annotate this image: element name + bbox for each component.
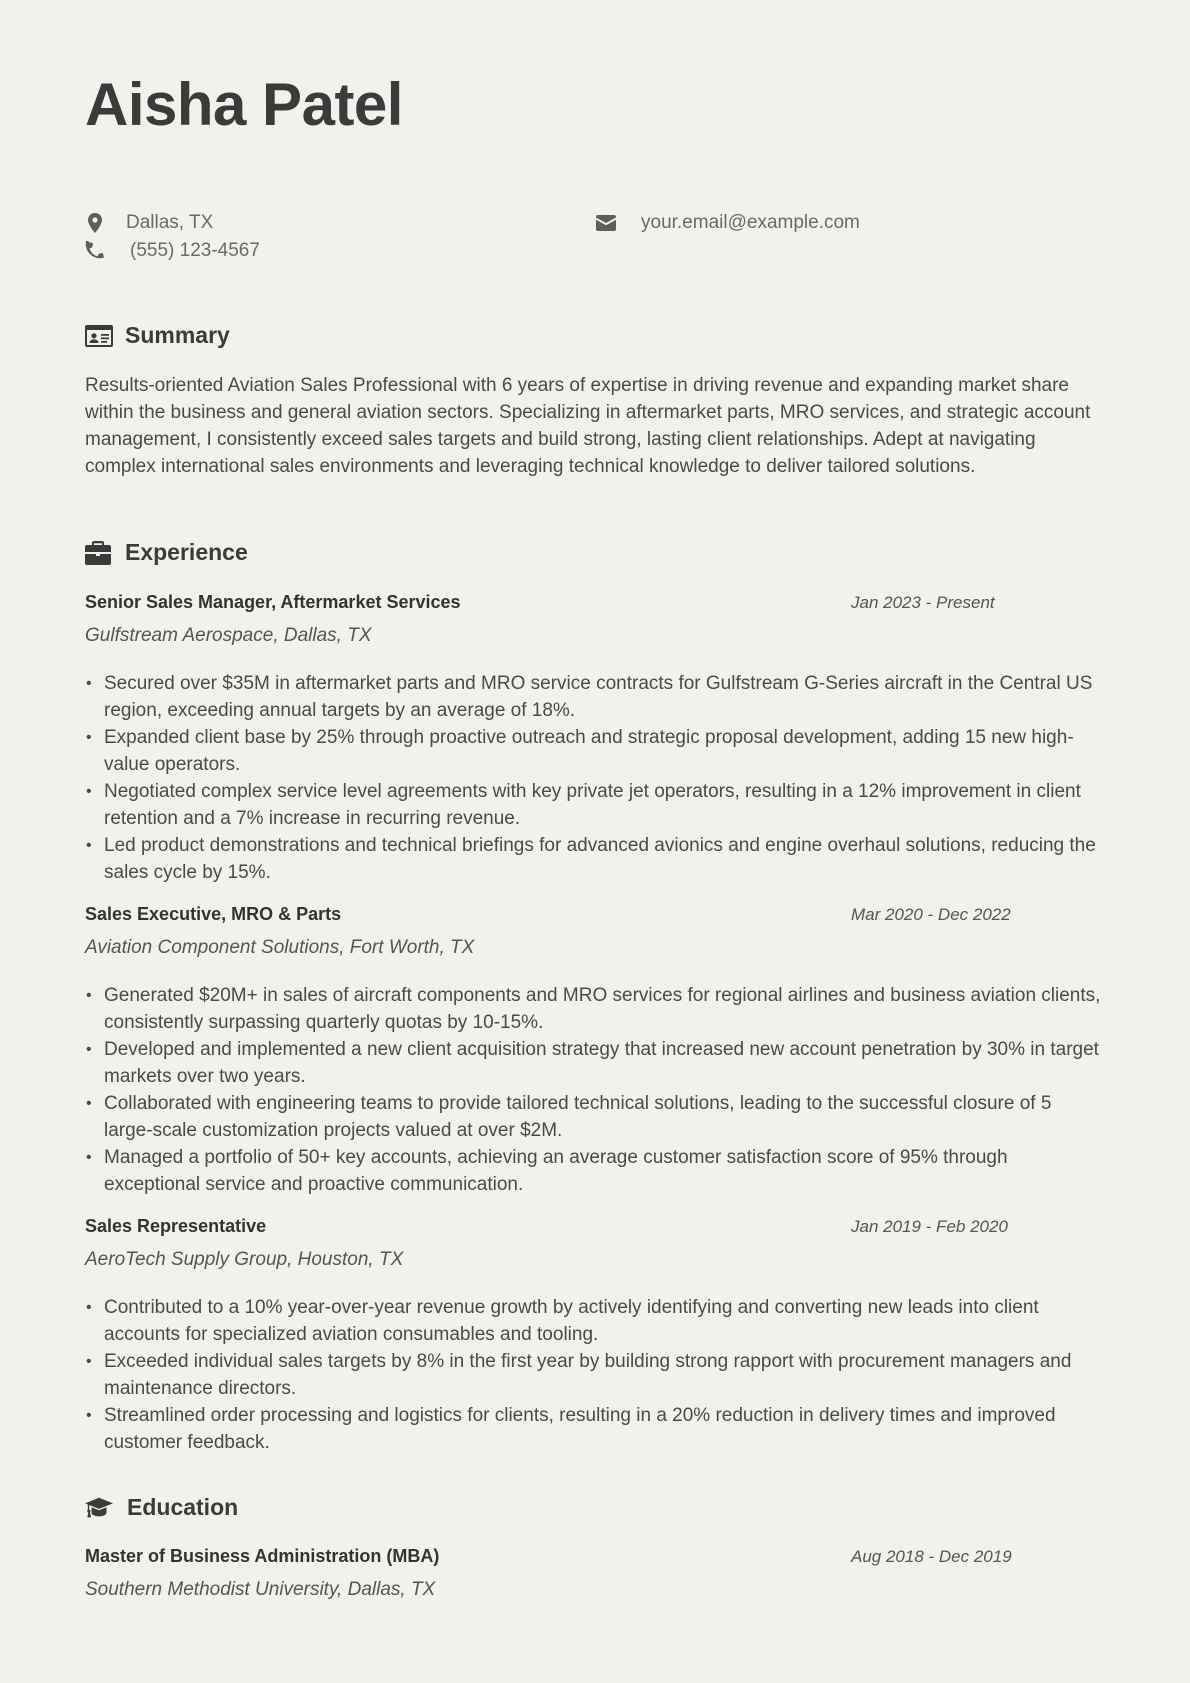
achievement-list [85, 982, 1105, 1198]
section-title: Education [127, 1494, 239, 1520]
list-item: • Negotiated complex service level agreements with key private jet operators, resulting in a 12% improvement in client retention and a 7% increase in recurring revenue. [85, 778, 1105, 832]
experience-heading [85, 539, 248, 566]
list-item: • Collaborated with engineering teams to provide tailored technical solutions, leading to the successful closure of 5 large-scale customization projects valued at over $2M. [85, 1090, 1105, 1144]
education-heading [85, 1494, 238, 1521]
list-item: • Led product demonstrations and technical briefings for advanced avionics and engine overhaul solutions, reducing the sales cycle by 15%. [85, 832, 1105, 886]
list-item: • Exceeded individual sales targets by 8% in the first year by building strong rapport with procurement managers and maintenance directors. [85, 1348, 1105, 1402]
section-title: Experience [125, 539, 248, 565]
phone-text: (555) 123-4567 [130, 240, 260, 261]
envelope-icon [595, 212, 617, 234]
contact-email [595, 212, 860, 234]
candidate-name: Aisha Patel [85, 71, 403, 138]
job-organization: Aviation Component Solutions, Fort Worth, TX [85, 937, 475, 958]
job-title: Sales Executive, MRO & Parts [85, 904, 342, 924]
contact-phone [85, 240, 260, 262]
summary-heading [85, 322, 230, 349]
list-item: • Contributed to a 10% year-over-year revenue growth by actively identifying and converting new leads into client accounts for specialized aviation consumables and tooling. [85, 1294, 1105, 1348]
contact-location [85, 212, 213, 234]
list-item: • Secured over $35M in aftermarket parts and MRO service contracts for Gulfstream G-Series aircraft in the Central US region, exceeding annual targets by an average of 18%. [85, 670, 1105, 724]
achievement-list [85, 1294, 1105, 1456]
summary-text: Results-oriented Aviation Sales Professional with 6 years of expertise in driving revenue and expanding market share within the business and general aviation sectors. Specializing in aftermarket parts, MRO services, and strategic account management, I consistently exceed sales targets and build strong, lasting client relationships. Adept at navigating complex international sales environments and leveraging technical knowledge to deliver tailored solutions. [85, 375, 1091, 477]
list-item: • Streamlined order processing and logistics for clients, resulting in a 20% reduction in delivery times and improved customer feedback. [85, 1402, 1105, 1456]
job-dates: Mar 2020 - Dec 2022 [851, 905, 1011, 924]
job-title: Senior Sales Manager, Aftermarket Services [85, 592, 461, 612]
school-name: Southern Methodist University, Dallas, TX [85, 1579, 436, 1600]
list-item: • Developed and implemented a new client acquisition strategy that increased new account penetration by 30% in target markets over two years. [85, 1036, 1105, 1090]
briefcase-icon [85, 541, 113, 565]
section-title: Summary [125, 322, 230, 348]
list-item: • Expanded client base by 25% through proactive outreach and strategic proposal development, adding 15 new high-value operators. [85, 724, 1105, 778]
graduation-cap-icon [85, 1496, 113, 1520]
achievement-list [85, 670, 1105, 886]
list-item: • Generated $20M+ in sales of aircraft components and MRO services for regional airlines and business aviation clients, consistently surpassing quarterly quotas by 10-15%. [85, 982, 1105, 1036]
job-dates: Jan 2019 - Feb 2020 [851, 1217, 1008, 1236]
phone-icon [85, 240, 105, 262]
map-marker-icon [85, 212, 105, 234]
degree-title: Master of Business Administration (MBA) [85, 1546, 440, 1566]
email-text: your.email@example.com [641, 212, 860, 233]
education-dates: Aug 2018 - Dec 2019 [851, 1547, 1012, 1566]
id-card-icon [85, 324, 113, 348]
list-item: • Managed a portfolio of 50+ key accounts, achieving an average customer satisfaction score of 95% through exceptional service and proactive communication. [85, 1144, 1105, 1198]
job-organization: AeroTech Supply Group, Houston, TX [85, 1249, 404, 1270]
job-organization: Gulfstream Aerospace, Dallas, TX [85, 625, 372, 646]
job-dates: Jan 2023 - Present [851, 593, 995, 612]
job-title: Sales Representative [85, 1216, 267, 1236]
location-text: Dallas, TX [126, 212, 214, 233]
